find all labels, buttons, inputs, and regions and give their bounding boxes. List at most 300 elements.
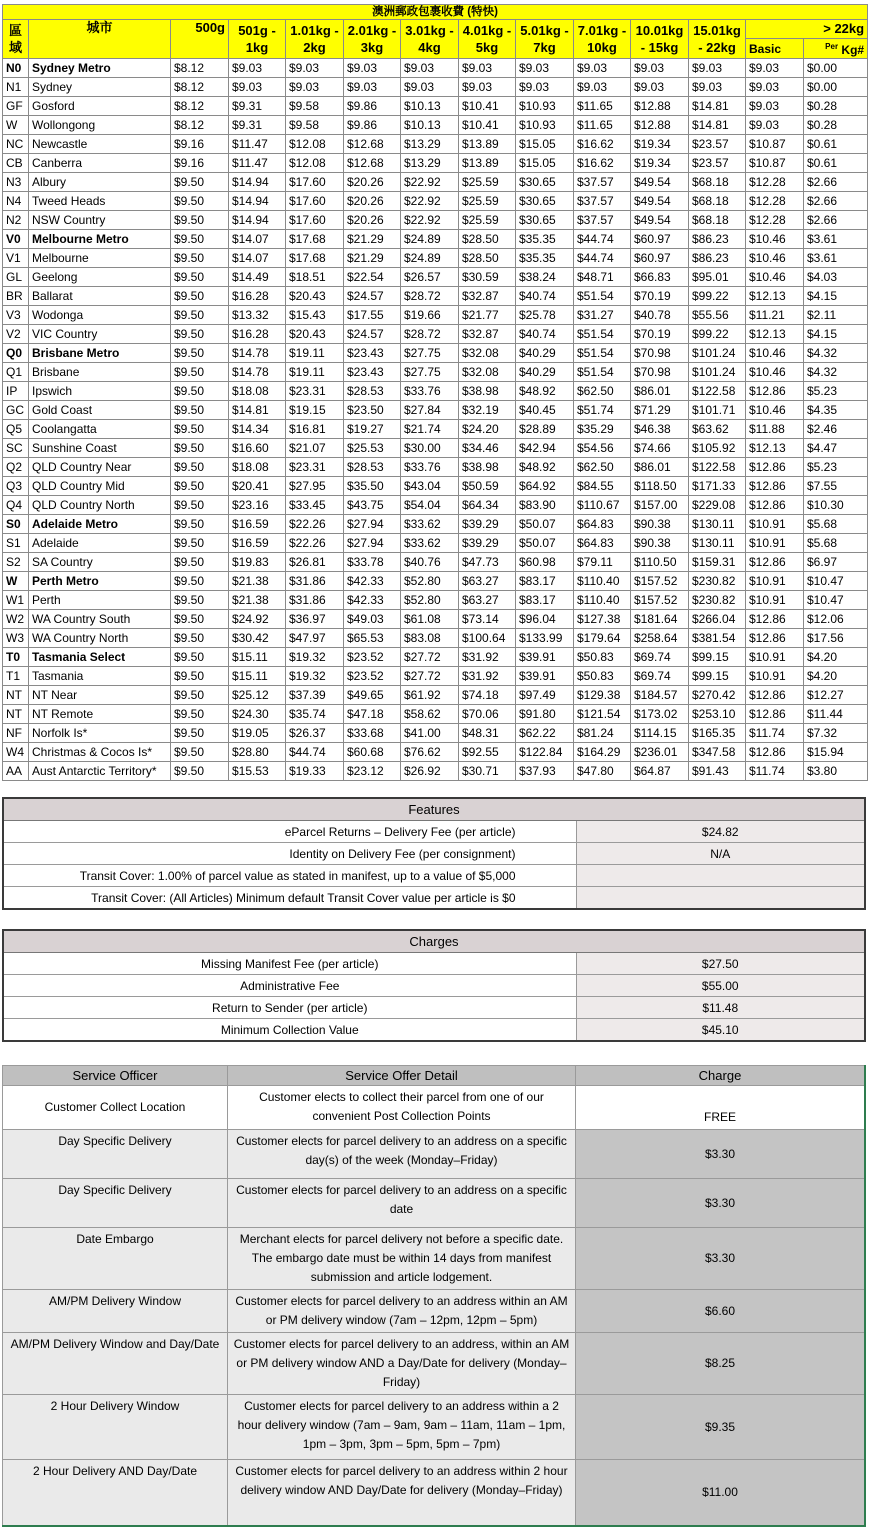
price-cell: $70.19 [631,325,689,344]
service-row [3,1228,866,1290]
features-row [3,865,865,887]
features-value: $24.82 [576,821,865,843]
price-cell: $30.42 [229,629,286,648]
header-service-offer-detail: Service Offer Detail [228,1066,576,1086]
header-weight: 2.01kg - 3kg [344,20,401,59]
city-name: NT Near [29,686,171,705]
service-charge: $3.30 [576,1179,866,1228]
features-label: Identity on Delivery Fee (per consignment) [3,843,576,865]
header-basic: Basic [746,39,804,59]
header-per: Per [825,42,839,51]
price-cell: $10.87 [746,154,804,173]
price-cell: $14.07 [229,230,286,249]
region-code: W [3,116,29,135]
region-code: Q2 [3,458,29,477]
region-code: GC [3,401,29,420]
price-cell: $14.81 [689,116,746,135]
price-cell: $173.02 [631,705,689,724]
price-cell: $12.86 [746,610,804,629]
city-name: Gold Coast [29,401,171,420]
service-charge: $3.30 [576,1228,866,1290]
price-cell: $13.89 [459,154,516,173]
charges-value: $11.48 [576,997,865,1019]
price-cell: $9.58 [286,116,344,135]
price-cell: $10.91 [746,515,804,534]
price-cell: $37.39 [286,686,344,705]
price-cell: $61.08 [401,610,459,629]
price-cell: $27.95 [286,477,344,496]
price-cell: $17.55 [344,306,401,325]
service-name: AM/PM Delivery Window [3,1290,228,1333]
price-cell: $25.59 [459,211,516,230]
price-cell: $68.18 [689,211,746,230]
price-cell: $12.86 [746,705,804,724]
price-cell: $14.94 [229,192,286,211]
rate-row [3,268,868,287]
price-cell: $14.81 [229,401,286,420]
price-cell: $22.92 [401,192,459,211]
price-cell: $10.46 [746,249,804,268]
price-cell: $9.50 [171,420,229,439]
price-cell: $24.89 [401,230,459,249]
price-cell: $63.27 [459,591,516,610]
price-cell: $39.91 [516,648,574,667]
price-cell: $20.26 [344,192,401,211]
rate-row [3,382,868,401]
charges-value: $27.50 [576,953,865,975]
service-name: 2 Hour Delivery AND Day/Date [3,1460,228,1526]
region-code: GL [3,268,29,287]
rate-row [3,420,868,439]
price-cell: $48.71 [574,268,631,287]
price-cell: $258.64 [631,629,689,648]
price-cell: $10.47 [804,591,868,610]
price-cell: $9.03 [401,78,459,97]
features-table [2,797,866,910]
price-cell: $17.56 [804,629,868,648]
region-code: N0 [3,59,29,78]
service-row [3,1290,866,1333]
price-cell: $9.03 [516,78,574,97]
price-cell: $22.54 [344,268,401,287]
price-cell: $50.59 [459,477,516,496]
price-cell: $10.13 [401,116,459,135]
charges-label: Minimum Collection Value [3,1019,576,1042]
city-name: Sydney [29,78,171,97]
price-cell: $12.88 [631,97,689,116]
price-cell: $24.89 [401,249,459,268]
price-cell: $19.05 [229,724,286,743]
rate-row [3,629,868,648]
price-cell: $270.42 [689,686,746,705]
features-label: eParcel Returns – Delivery Fee (per article) [3,821,576,843]
price-cell: $11.65 [574,116,631,135]
price-cell: $10.13 [401,97,459,116]
price-cell: $19.11 [286,363,344,382]
price-cell: $10.47 [804,572,868,591]
price-cell: $33.62 [401,515,459,534]
price-cell: $99.22 [689,287,746,306]
price-cell: $30.65 [516,192,574,211]
price-cell: $21.77 [459,306,516,325]
price-cell: $61.92 [401,686,459,705]
price-cell: $110.40 [574,591,631,610]
price-cell: $10.46 [746,401,804,420]
price-cell: $9.03 [459,78,516,97]
price-cell: $9.50 [171,629,229,648]
price-cell: $23.50 [344,401,401,420]
price-cell: $41.00 [401,724,459,743]
price-cell: $83.08 [401,629,459,648]
rate-row [3,192,868,211]
price-cell: $64.83 [574,515,631,534]
price-cell: $16.81 [286,420,344,439]
price-cell: $47.73 [459,553,516,572]
price-cell: $38.98 [459,458,516,477]
price-cell: $28.89 [516,420,574,439]
price-cell: $12.06 [804,610,868,629]
price-cell: $26.92 [401,762,459,781]
price-cell: $19.15 [286,401,344,420]
price-cell: $11.74 [746,724,804,743]
price-cell: $20.41 [229,477,286,496]
region-code: SC [3,439,29,458]
city-name: WA Country South [29,610,171,629]
city-name: Canberra [29,154,171,173]
city-name: Newcastle [29,135,171,154]
price-cell: $9.50 [171,705,229,724]
price-cell: $9.86 [344,97,401,116]
price-cell: $4.47 [804,439,868,458]
price-cell: $4.03 [804,268,868,287]
price-cell: $9.31 [229,116,286,135]
city-name: Ipswich [29,382,171,401]
price-cell: $18.08 [229,458,286,477]
price-cell: $33.45 [286,496,344,515]
city-name: QLD Country Near [29,458,171,477]
charges-label: Administrative Fee [3,975,576,997]
price-cell: $73.14 [459,610,516,629]
price-cell: $64.83 [574,534,631,553]
price-cell: $9.03 [286,59,344,78]
price-cell: $0.28 [804,97,868,116]
rate-table-title: 澳洲郵政包裹收費 (特快) [3,5,868,20]
price-cell: $9.50 [171,591,229,610]
price-cell: $31.92 [459,667,516,686]
price-cell: $69.74 [631,648,689,667]
service-charge: $3.30 [576,1130,866,1179]
price-cell: $18.08 [229,382,286,401]
region-code: T0 [3,648,29,667]
price-cell: $129.38 [574,686,631,705]
price-cell: $26.37 [286,724,344,743]
price-cell: $10.87 [746,135,804,154]
price-cell: $22.92 [401,211,459,230]
features-value [576,865,865,887]
price-cell: $23.16 [229,496,286,515]
price-cell: $0.61 [804,135,868,154]
price-cell: $71.29 [631,401,689,420]
price-cell: $40.29 [516,363,574,382]
price-cell: $9.03 [229,78,286,97]
service-row [3,1179,866,1228]
price-cell: $12.86 [746,686,804,705]
charges-row [3,997,865,1019]
price-cell: $27.75 [401,344,459,363]
price-cell: $10.30 [804,496,868,515]
price-cell: $19.32 [286,667,344,686]
service-row [3,1333,866,1395]
charges-title: Charges [3,930,865,953]
price-cell: $12.13 [746,287,804,306]
price-cell: $12.13 [746,439,804,458]
rate-row [3,477,868,496]
city-name: Aust Antarctic Territory* [29,762,171,781]
price-cell: $4.20 [804,667,868,686]
header-weight: 7.01kg - 10kg [574,20,631,59]
service-row [3,1395,866,1460]
price-cell: $60.98 [516,553,574,572]
price-cell: $253.10 [689,705,746,724]
service-charge: FREE [576,1086,866,1130]
region-code: S0 [3,515,29,534]
rate-row [3,59,868,78]
price-cell: $30.65 [516,173,574,192]
price-cell: $39.91 [516,667,574,686]
features-label: Transit Cover: 1.00% of parcel value as stated in manifest, up to a value of $5,000 [3,865,576,887]
price-cell: $11.44 [804,705,868,724]
price-cell: $14.49 [229,268,286,287]
features-row [3,887,865,910]
price-cell: $32.08 [459,363,516,382]
rate-row [3,401,868,420]
price-cell: $83.17 [516,572,574,591]
price-cell: $12.86 [746,629,804,648]
header-charge: Charge [576,1066,866,1086]
price-cell: $7.55 [804,477,868,496]
price-cell: $9.31 [229,97,286,116]
price-cell: $50.83 [574,648,631,667]
price-cell: $49.54 [631,192,689,211]
price-cell: $23.43 [344,344,401,363]
price-cell: $21.38 [229,572,286,591]
rate-row [3,667,868,686]
price-cell: $9.50 [171,249,229,268]
price-cell: $47.97 [286,629,344,648]
rate-row [3,173,868,192]
price-cell: $16.59 [229,534,286,553]
price-cell: $14.78 [229,363,286,382]
city-name: Tasmania [29,667,171,686]
price-cell: $19.34 [631,154,689,173]
city-name: WA Country North [29,629,171,648]
price-cell: $9.03 [746,59,804,78]
price-cell: $48.92 [516,382,574,401]
service-charge: $6.60 [576,1290,866,1333]
price-cell: $47.18 [344,705,401,724]
rate-row [3,97,868,116]
charges-row [3,1019,865,1042]
price-cell: $14.94 [229,173,286,192]
service-charge: $9.35 [576,1395,866,1460]
price-cell: $133.99 [516,629,574,648]
price-cell: $84.55 [574,477,631,496]
region-code: IP [3,382,29,401]
price-cell: $40.45 [516,401,574,420]
price-cell: $13.29 [401,135,459,154]
price-cell: $28.72 [401,287,459,306]
price-cell: $15.53 [229,762,286,781]
price-cell: $15.11 [229,648,286,667]
price-cell: $9.50 [171,173,229,192]
city-name: Gosford [29,97,171,116]
service-row [3,1086,866,1130]
price-cell: $9.50 [171,382,229,401]
charges-label: Missing Manifest Fee (per article) [3,953,576,975]
price-cell: $9.03 [746,78,804,97]
price-cell: $9.03 [746,97,804,116]
price-cell: $236.01 [631,743,689,762]
price-cell: $47.80 [574,762,631,781]
rate-row [3,610,868,629]
city-name: Sydney Metro [29,59,171,78]
price-cell: $20.43 [286,287,344,306]
price-cell: $26.57 [401,268,459,287]
rate-row [3,439,868,458]
price-cell: $9.50 [171,534,229,553]
region-code: N1 [3,78,29,97]
price-cell: $37.57 [574,211,631,230]
price-cell: $121.54 [574,705,631,724]
price-cell: $3.61 [804,230,868,249]
price-cell: $4.32 [804,363,868,382]
price-cell: $31.92 [459,648,516,667]
service-name: Customer Collect Location [3,1086,228,1130]
price-cell: $9.03 [459,59,516,78]
header-city: 城市 [29,20,171,59]
region-code: W1 [3,591,29,610]
price-cell: $86.01 [631,382,689,401]
region-code: NF [3,724,29,743]
header-service-officer: Service Officer [3,1066,228,1086]
price-cell: $347.58 [689,743,746,762]
service-name: AM/PM Delivery Window and Day/Date [3,1333,228,1395]
price-cell: $12.88 [631,116,689,135]
price-cell: $171.33 [689,477,746,496]
service-charge: $11.00 [576,1460,866,1526]
price-cell: $44.74 [574,249,631,268]
city-name: QLD Country Mid [29,477,171,496]
price-cell: $51.54 [574,325,631,344]
price-cell: $9.03 [401,59,459,78]
price-cell: $9.50 [171,211,229,230]
price-cell: $10.91 [746,648,804,667]
price-cell: $12.28 [746,211,804,230]
price-cell: $9.50 [171,287,229,306]
price-cell: $2.66 [804,173,868,192]
price-cell: $110.50 [631,553,689,572]
region-code: N2 [3,211,29,230]
city-name: Brisbane Metro [29,344,171,363]
price-cell: $14.81 [689,97,746,116]
header-over-22kg: > 22kg [746,20,868,39]
price-cell: $114.15 [631,724,689,743]
price-cell: $28.50 [459,230,516,249]
price-cell: $27.72 [401,648,459,667]
region-code: W [3,572,29,591]
region-code: N4 [3,192,29,211]
service-row [3,1130,866,1179]
price-cell: $12.86 [746,553,804,572]
service-name: Day Specific Delivery [3,1179,228,1228]
rate-row [3,705,868,724]
price-cell: $39.29 [459,515,516,534]
price-cell: $19.32 [286,648,344,667]
features-value: N/A [576,843,865,865]
region-code: GF [3,97,29,116]
price-cell: $33.76 [401,382,459,401]
price-cell: $105.92 [689,439,746,458]
price-cell: $0.00 [804,78,868,97]
price-cell: $44.74 [574,230,631,249]
price-cell: $11.47 [229,135,286,154]
price-cell: $64.34 [459,496,516,515]
price-cell: $69.74 [631,667,689,686]
features-label: Transit Cover: (All Articles) Minimum default Transit Cover value per article is $0 [3,887,576,910]
price-cell: $19.66 [401,306,459,325]
price-cell: $122.84 [516,743,574,762]
price-cell: $70.98 [631,363,689,382]
price-cell: $17.60 [286,192,344,211]
price-cell: $118.50 [631,477,689,496]
price-cell: $3.61 [804,249,868,268]
price-cell: $19.11 [286,344,344,363]
price-cell: $9.50 [171,743,229,762]
rate-row [3,648,868,667]
rate-row [3,724,868,743]
price-cell: $31.86 [286,591,344,610]
price-cell: $5.23 [804,382,868,401]
price-cell: $3.80 [804,762,868,781]
header-weight-500g: 500g [171,20,229,59]
price-cell: $12.68 [344,154,401,173]
header-weight: 1.01kg - 2kg [286,20,344,59]
price-cell: $17.60 [286,211,344,230]
price-cell: $25.78 [516,306,574,325]
price-cell: $9.03 [631,78,689,97]
features-row [3,821,865,843]
price-cell: $24.92 [229,610,286,629]
region-code: Q5 [3,420,29,439]
price-cell: $25.59 [459,173,516,192]
price-cell: $90.38 [631,515,689,534]
price-cell: $91.80 [516,705,574,724]
price-cell: $101.24 [689,344,746,363]
price-cell: $9.03 [344,78,401,97]
price-cell: $9.03 [689,59,746,78]
rate-row [3,762,868,781]
price-cell: $9.50 [171,515,229,534]
price-cell: $12.86 [746,382,804,401]
rate-row [3,686,868,705]
price-cell: $16.62 [574,135,631,154]
price-cell: $9.03 [631,59,689,78]
price-cell: $51.54 [574,344,631,363]
rate-row [3,116,868,135]
city-name: Melbourne [29,249,171,268]
price-cell: $5.68 [804,534,868,553]
price-cell: $21.74 [401,420,459,439]
